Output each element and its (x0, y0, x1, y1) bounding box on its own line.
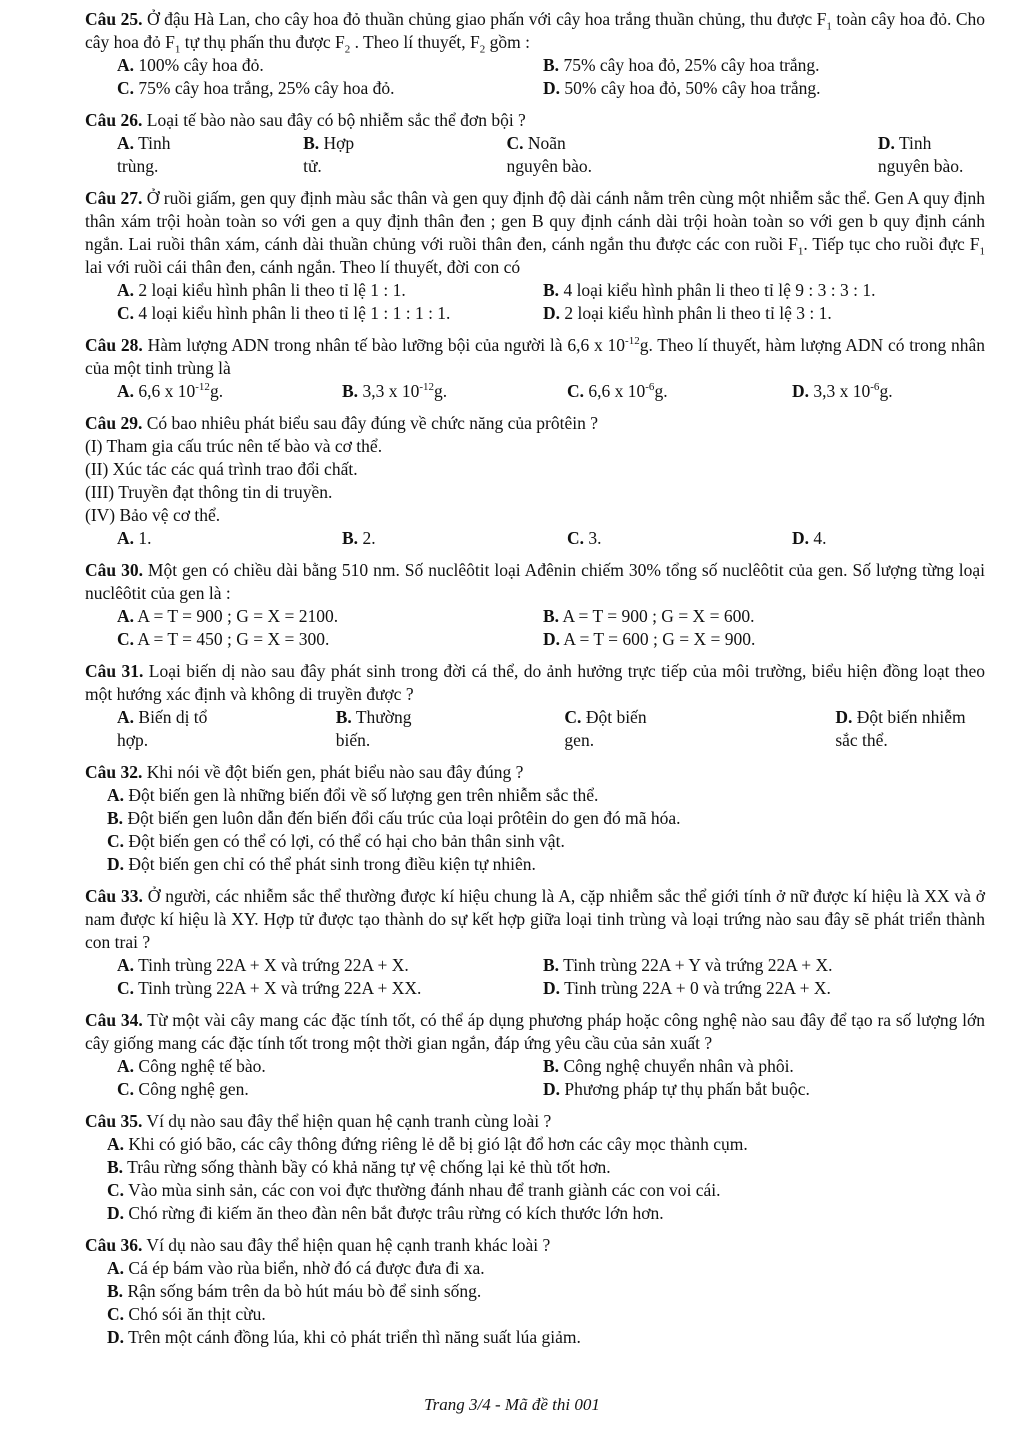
option-label: B. (107, 808, 124, 828)
answer-option (85, 54, 535, 77)
option-label: D. (792, 381, 810, 401)
statement: (I) Tham gia cấu trúc nên tế bào và cơ thể. (85, 436, 383, 456)
option-text: 6,6 x $10^{-12}g$. (134, 381, 224, 401)
answer-option (85, 1303, 985, 1326)
option-label: B. (543, 280, 560, 300)
option-text: 50% cây hoa đỏ, 50% cây hoa trắng. (560, 78, 821, 98)
answer-option (85, 1078, 535, 1101)
option-label: D. (107, 854, 125, 874)
question-number: Câu 27. (85, 188, 143, 208)
question-text: Ví dụ nào sau đây thể hiện quan hệ cạnh tranh khác loài ? (142, 1235, 551, 1255)
answer-option (535, 977, 985, 1000)
option-text: Tinh trùng 22A + X và trứng 22A + X. (134, 955, 409, 975)
answer-option (85, 1326, 985, 1349)
answer-option (535, 1078, 985, 1101)
question-number: Câu 32. (85, 762, 143, 782)
option-text: 2. (358, 528, 376, 548)
question (85, 1110, 985, 1225)
option-label: C. (564, 707, 582, 727)
question (85, 109, 985, 178)
option-text: 3. (584, 528, 602, 548)
question (85, 660, 985, 752)
option-text: Khi có gió bão, các cây thông đứng riêng lẻ dễ bị gió lật đổ hơn các cây mọc thành cụm. (124, 1134, 748, 1154)
options-row (85, 628, 985, 651)
option-text: Đột biến gen. (564, 707, 647, 750)
option-text: Thường biến. (335, 707, 412, 750)
options-row (85, 706, 985, 752)
option-text: Tinh trùng 22A + 0 và trứng 22A + X. (560, 978, 831, 998)
option-label: D. (792, 528, 810, 548)
answer-option (85, 1133, 985, 1156)
option-text: Cá ép bám vào rùa biển, nhờ đó cá được đưa đi xa. (124, 1258, 485, 1278)
answer-option (535, 380, 760, 403)
option-text: 3,3 x $10^{-6}g$. (809, 381, 893, 401)
option-text: 75% cây hoa trắng, 25% cây hoa đỏ. (134, 78, 395, 98)
question-number: Câu 36. (85, 1235, 143, 1255)
options-row (85, 302, 985, 325)
question (85, 1234, 985, 1349)
question-number: Câu 34. (85, 1010, 143, 1030)
question-stem (85, 1009, 985, 1055)
answer-option (85, 1202, 985, 1225)
option-label: C. (117, 303, 135, 323)
option-label: D. (543, 78, 561, 98)
question-text: Loại biến dị nào sau đây phát sinh trong đời cá thể, do ảnh hưởng trực tiếp của môi trường, biểu hiện đồng loạt theo một hướng xác định và không di truyền được ? (85, 661, 985, 704)
question (85, 187, 985, 325)
answer-option (85, 279, 535, 302)
answer-option (85, 977, 535, 1000)
option-label: A. (117, 606, 135, 626)
option-text: 6,6 x $10^{-6}g$. (584, 381, 668, 401)
answer-option (535, 302, 985, 325)
option-label: A. (107, 1134, 125, 1154)
answer-option (564, 706, 657, 752)
option-text: 4 loại kiểu hình phân li theo tỉ lệ 9 : 3 : 3 : 1. (559, 280, 876, 300)
option-text: 100% cây hoa đỏ. (134, 55, 264, 75)
options-row (85, 380, 985, 403)
statement: (II) Xúc tác các quá trình trao đổi chất. (85, 459, 358, 479)
option-label: C. (107, 1304, 125, 1324)
option-label: A. (117, 1056, 135, 1076)
option-label: D. (543, 303, 561, 323)
question-number: Câu 35. (85, 1111, 143, 1131)
option-label: B. (543, 606, 560, 626)
question-text: Ở người, các nhiễm sắc thể thường được kí hiệu chung là A, cặp nhiễm sắc thể giới tính ở nữ được kí hiệu là XX và ở nam được kí hiệu là XY. Hợp tử được tạo thành do sự kết hợp giữa loại tinh trùng và loại trứng nào sau đây sẽ phát triển thành con trai ? (85, 886, 985, 952)
option-text: A = T = 600 ; G = X = 900. (560, 629, 756, 649)
option-label: C. (117, 629, 135, 649)
option-text: Tinh trùng 22A + X và trứng 22A + XX. (134, 978, 422, 998)
option-label: C. (107, 1180, 125, 1200)
question-stem (85, 885, 985, 954)
answer-option (85, 1257, 985, 1280)
answer-option (117, 706, 218, 752)
option-label: A. (117, 133, 135, 153)
question-number: Câu 31. (85, 661, 144, 681)
options-row (85, 605, 985, 628)
option-label: D. (107, 1327, 125, 1347)
answer-option (85, 954, 535, 977)
option-label: B. (342, 381, 359, 401)
answer-option (535, 527, 760, 550)
answer-option (85, 1055, 535, 1078)
option-label: C. (567, 528, 585, 548)
question-text: Từ một vài cây mang các đặc tính tốt, có thể áp dụng phương pháp hoặc công nghệ nào sau đây để tạo ra số lượng lớn cây giống mang các đặc tính tốt trong một thời gian ngắn, đáp ứng yêu cầu của sản xuất ? (85, 1010, 985, 1053)
question-text: Loại tế bào nào sau đây có bộ nhiễm sắc thể đơn bội ? (142, 110, 526, 130)
option-text: Đột biến gen luôn dẫn đến biến đổi cấu trúc của loại prôtêin do gen đó mã hóa. (123, 808, 681, 828)
answer-option (117, 132, 191, 178)
answer-option (85, 1280, 985, 1303)
option-text: A = T = 900 ; G = X = 600. (559, 606, 755, 626)
option-label: B. (107, 1157, 124, 1177)
answer-option (85, 853, 985, 876)
option-label: C. (506, 133, 524, 153)
answer-option (85, 380, 310, 403)
question-stem (85, 660, 985, 706)
option-label: A. (117, 528, 135, 548)
answer-option (835, 706, 985, 752)
answer-option (85, 784, 985, 807)
option-text: 1. (134, 528, 152, 548)
option-text: Tinh nguyên bào. (877, 133, 964, 176)
answer-option (506, 132, 617, 178)
option-text: Hợp tử. (303, 133, 355, 176)
options-row (85, 954, 985, 977)
option-text: 4. (809, 528, 827, 548)
option-label: B. (107, 1281, 124, 1301)
option-text: 2 loại kiểu hình phân li theo tỉ lệ 1 : 1. (134, 280, 406, 300)
answer-option (535, 954, 985, 977)
question-stem (85, 761, 985, 784)
option-label: D. (543, 629, 561, 649)
answer-option (310, 380, 535, 403)
question (85, 761, 985, 876)
option-text: Đột biến gen có thể có lợi, có thể có hại cho bản thân sinh vật. (124, 831, 565, 851)
options-row (85, 54, 985, 77)
options-row (85, 77, 985, 100)
answer-option (535, 605, 985, 628)
option-label: B. (543, 55, 560, 75)
option-text: Tinh trùng. (117, 133, 171, 176)
answer-option (85, 527, 310, 550)
options-row (85, 279, 985, 302)
option-label: A. (107, 785, 125, 805)
question-text: Ở đậu Hà Lan, cho cây hoa đỏ thuần chủng giao phấn với cây hoa trắng thuần chủng, thu được $F_1$ toàn cây hoa đỏ. Cho cây hoa đỏ $F_1$ tự thụ phấn thu được $F_2$ . Theo lí thuyết, $F_2$ gồm : (85, 9, 985, 56)
answer-option (85, 1156, 985, 1179)
question-text: Ví dụ nào sau đây thể hiện quan hệ cạnh tranh cùng loài ? (142, 1111, 552, 1131)
question (85, 885, 985, 1000)
question (85, 8, 985, 100)
option-text: A = T = 450 ; G = X = 300. (134, 629, 330, 649)
answer-option (85, 628, 535, 651)
option-label: D. (543, 978, 561, 998)
option-text: Rận sống bám trên da bò hút máu bò để sinh sống. (123, 1281, 482, 1301)
option-text: Công nghệ chuyển nhân và phôi. (559, 1056, 794, 1076)
answer-option (336, 706, 428, 752)
statement: (IV) Bảo vệ cơ thể. (85, 505, 221, 525)
statement: (III) Truyền đạt thông tin di truyền. (85, 482, 333, 502)
options-row (85, 132, 985, 178)
answer-option (878, 132, 985, 178)
answer-option (85, 830, 985, 853)
option-label: A. (117, 707, 135, 727)
question-stem (85, 1110, 985, 1133)
question-number: Câu 25. (85, 9, 143, 29)
question-number: Câu 28. (85, 335, 143, 355)
option-label: C. (117, 978, 135, 998)
question-stem (85, 412, 985, 435)
option-label: A. (117, 55, 135, 75)
question-stem (85, 559, 985, 605)
question-text: Khi nói về đột biến gen, phát biểu nào sau đây đúng ? (142, 762, 524, 782)
option-label: C. (117, 78, 135, 98)
option-text: Trên một cánh đồng lúa, khi cỏ phát triển thì năng suất lúa giảm. (124, 1327, 581, 1347)
exam-page (85, 8, 985, 1349)
answer-option (535, 77, 985, 100)
option-label: A. (107, 1258, 125, 1278)
option-label: C. (107, 831, 125, 851)
question-stem (85, 1234, 985, 1257)
question (85, 559, 985, 651)
answer-option (535, 279, 985, 302)
option-text: Đột biến nhiễm sắc thể. (835, 707, 966, 750)
option-text: Công nghệ tế bào. (134, 1056, 266, 1076)
question-number: Câu 30. (85, 560, 143, 580)
question-stem (85, 334, 985, 380)
option-text: Biến dị tổ hợp. (117, 707, 208, 750)
answer-option (303, 132, 358, 178)
question-number: Câu 33. (85, 886, 143, 906)
question-stem (85, 109, 985, 132)
option-label: B. (303, 133, 320, 153)
options-row (85, 1055, 985, 1078)
question (85, 1009, 985, 1101)
option-text: 75% cây hoa đỏ, 25% cây hoa trắng. (559, 55, 820, 75)
answer-option (85, 605, 535, 628)
option-label: B. (543, 955, 560, 975)
question-text: Ở ruồi giấm, gen quy định màu sắc thân và gen quy định độ dài cánh nằm trên cùng một nhiễm sắc thể. Gen A quy định thân xám trội hoàn toàn so với gen a quy định thân đen ; gen B quy định cánh dài trội hoàn toàn so với gen b quy định cánh ngắn. Lai ruồi thân xám, cánh dài thuần chủng với ruồi thân đen, cánh ngắn thu được các con ruồi $F_1$. Tiếp tục cho ruồi đực $F_1$ lai với ruồi cái thân đen, cánh ngắn. Theo lí thuyết, đời con có (85, 188, 985, 277)
question (85, 412, 985, 550)
option-label: A. (117, 381, 135, 401)
answer-option (85, 302, 535, 325)
answer-option (760, 527, 985, 550)
options-row (85, 977, 985, 1000)
option-text: 3,3 x $10^{-12}g$. (358, 381, 448, 401)
option-text: Phương pháp tự thụ phấn bắt buộc. (560, 1079, 810, 1099)
answer-option (535, 54, 985, 77)
option-text: Công nghệ gen. (134, 1079, 249, 1099)
option-label: C. (117, 1079, 135, 1099)
answer-option (310, 527, 535, 550)
question (85, 334, 985, 403)
answer-option (535, 1055, 985, 1078)
question-number: Câu 29. (85, 413, 143, 433)
question-number: Câu 26. (85, 110, 143, 130)
question-stem (85, 187, 985, 279)
option-text: Đột biến gen chỉ có thể phát sinh trong điều kiện tự nhiên. (124, 854, 536, 874)
option-text: 2 loại kiểu hình phân li theo tỉ lệ 3 : 1. (560, 303, 832, 323)
option-text: Chó sói ăn thịt cừu. (124, 1304, 266, 1324)
page-footer: Trang 3/4 - Mã đề thi 001 (424, 1395, 600, 1414)
answer-option (760, 380, 985, 403)
option-label: D. (877, 133, 895, 153)
answer-option (85, 807, 985, 830)
option-text: Vào mùa sinh sản, các con voi đực thường đánh nhau để tranh giành các con voi cái. (124, 1180, 721, 1200)
answer-option (85, 77, 535, 100)
option-label: A. (117, 955, 135, 975)
answer-option (85, 1179, 985, 1202)
options-row (85, 1078, 985, 1101)
question-text: Có bao nhiêu phát biểu sau đây đúng về chức năng của prôtêin ? (142, 413, 598, 433)
option-label: B. (543, 1056, 560, 1076)
option-label: D. (543, 1079, 561, 1099)
option-label: C. (567, 381, 585, 401)
option-label: A. (117, 280, 135, 300)
option-text: Đột biến gen là những biến đổi về số lượng gen trên nhiễm sắc thể. (124, 785, 599, 805)
option-text: Tinh trùng 22A + Y và trứng 22A + X. (559, 955, 833, 975)
option-text: Chó rừng đi kiếm ăn theo đàn nên bắt được trâu rừng có kích thước lớn hơn. (124, 1203, 664, 1223)
option-text: 4 loại kiểu hình phân li theo tỉ lệ 1 : 1 : 1 : 1. (134, 303, 451, 323)
answer-option (535, 628, 985, 651)
option-label: B. (335, 707, 352, 727)
option-label: B. (342, 528, 359, 548)
option-label: D. (835, 707, 853, 727)
question-text: Một gen có chiều dài bằng 510 nm. Số nuclêôtit loại Ađênin chiếm 30% tổng số nuclêôtit của gen. Số lượng từng loại nuclêôtit của gen là : (85, 560, 985, 603)
question-stem (85, 8, 985, 54)
option-text: A = T = 900 ; G = X = 2100. (134, 606, 339, 626)
option-text: Noãn nguyên bào. (506, 133, 593, 176)
option-text: Trâu rừng sống thành bầy có khả năng tự vệ chống lại kẻ thù tốt hơn. (123, 1157, 611, 1177)
option-label: D. (107, 1203, 125, 1223)
options-row (85, 527, 985, 550)
question-text: Hàm lượng ADN trong nhân tế bào lưỡng bội của người là 6,6 x $10^{-12}g$. Theo lí thuyết, hàm lượng ADN có trong nhân của một tinh trùng là (85, 335, 985, 378)
